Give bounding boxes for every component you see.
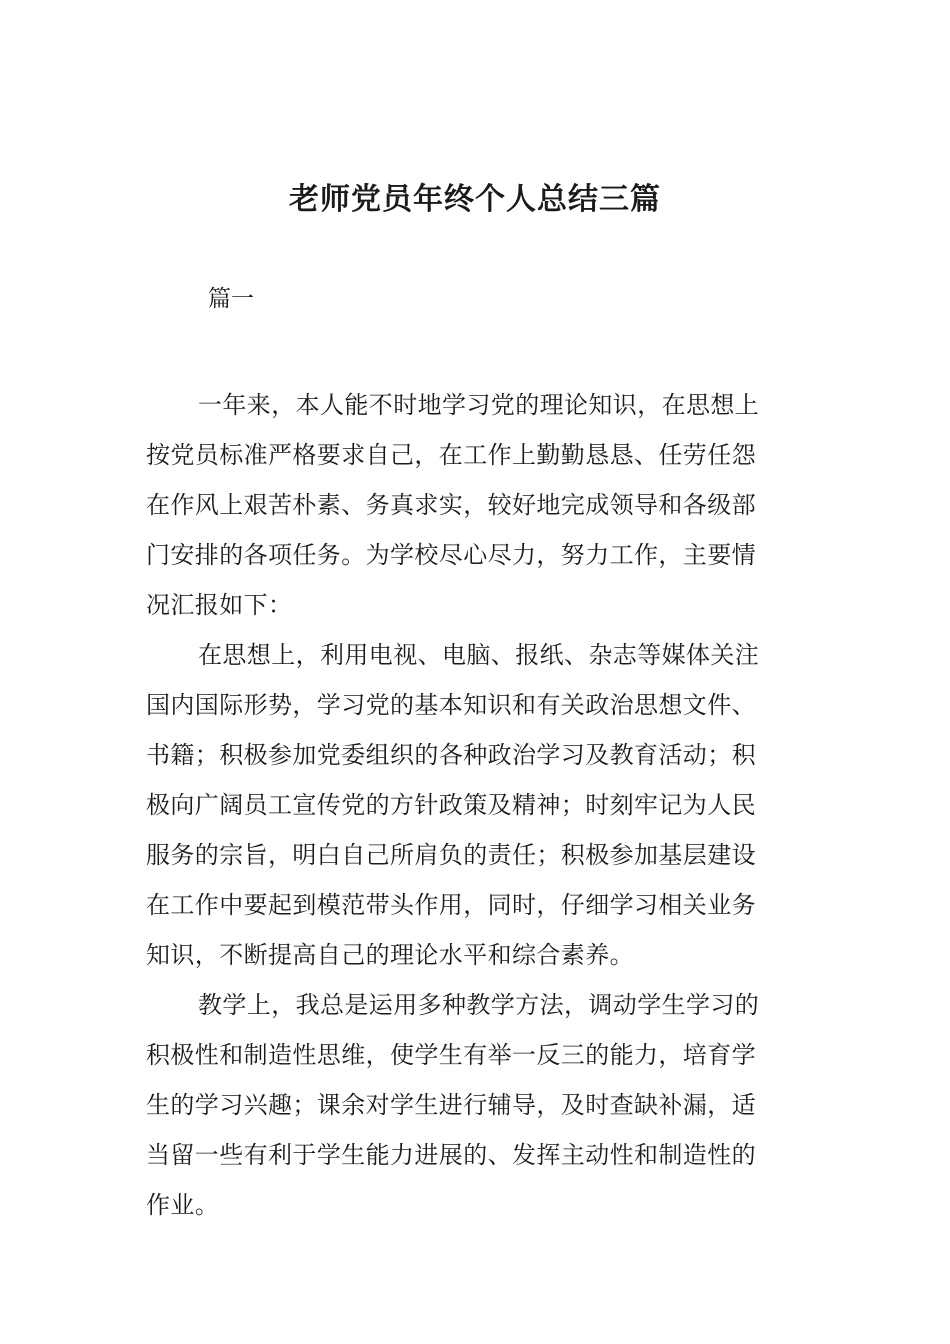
text-line: 在思想上，利用电视、电脑、报纸、杂志等媒体关注 — [198, 641, 760, 669]
text-line: 一年来，本人能不时地学习党的理论知识，在思想上 — [198, 391, 760, 419]
paragraph-2 — [146, 630, 806, 980]
paragraph-1 — [146, 380, 806, 630]
text-line: 教学上，我总是运用多种教学方法，调动学生学习的 — [198, 991, 760, 1019]
section-label: 篇一 — [208, 286, 254, 312]
text-line: 按党员标准严格要求自己，在工作上勤勤恳恳、任劳任怨 — [146, 441, 756, 469]
text-line: 在作风上艰苦朴素、务真求实，较好地完成领导和各级部 — [146, 491, 756, 519]
text-line: 生的学习兴趣；课余对学生进行辅导，及时查缺补漏，适 — [146, 1091, 756, 1119]
text-line: 当留一些有利于学生能力进展的、发挥主动性和制造性的 — [146, 1141, 756, 1169]
text-line: 在工作中要起到模范带头作用，同时，仔细学习相关业务 — [146, 891, 756, 919]
text-line: 知识，不断提高自己的理论水平和综合素养。 — [146, 941, 634, 969]
text-line: 作业。 — [146, 1191, 220, 1219]
text-line: 积极性和制造性思维，使学生有举一反三的能力，培育学 — [146, 1041, 756, 1069]
document-body — [146, 380, 806, 1230]
text-line: 国内国际形势，学习党的基本知识和有关政治思想文件、 — [146, 691, 756, 719]
text-line: 书籍；积极参加党委组织的各种政治学习及教育活动；积 — [146, 741, 756, 769]
text-line: 极向广阔员工宣传党的方针政策及精神；时刻牢记为人民 — [146, 791, 756, 819]
text-line: 服务的宗旨，明白自己所肩负的责任；积极参加基层建设 — [146, 841, 756, 869]
paragraph-3 — [146, 980, 806, 1230]
text-line: 门安排的各项任务。为学校尽心尽力，努力工作，主要情 — [146, 541, 756, 569]
text-line: 况汇报如下： — [146, 591, 293, 619]
document-title: 老师党员年终个人总结三篇 — [289, 182, 661, 217]
